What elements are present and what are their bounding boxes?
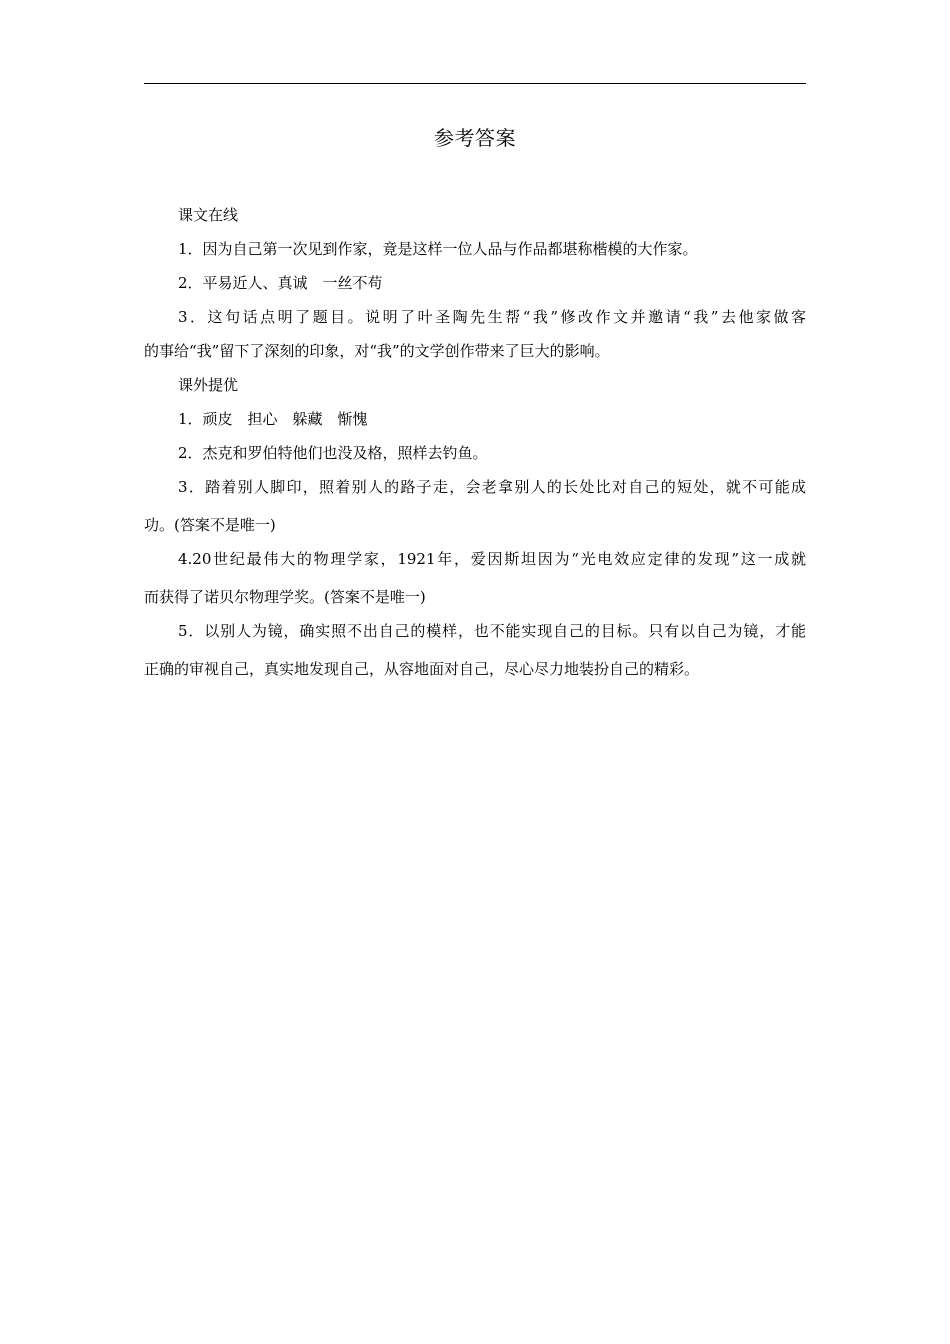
answer-item-3-line-2: 的事给“我”留下了深刻的印象，对“我”的文学创作带来了巨大的影响。 — [144, 342, 610, 360]
answer-item-4-line-1 — [144, 542, 806, 580]
answer-item-5-line-1 — [144, 614, 806, 652]
section-heading-kewai: 课外提优 — [178, 376, 239, 394]
answer-item-5-line-2: 正确的审视自己，真实地发现自己，从容地面对自己，尽心尽力地装扮自己的精彩。 — [144, 660, 700, 678]
answer-body — [144, 198, 806, 686]
header-rule — [144, 83, 806, 84]
answer-item-1-line-1: 1．因为自己第一次见到作家，竟是这样一位人品与作品都堪称楷模的大作家。 — [178, 240, 698, 258]
answer-item-2-line-1: 2．杰克和罗伯特他们也没及格，照样去钓鱼。 — [178, 444, 488, 462]
answer-item-2-line-1: 2．平易近人、真诚 一丝不苟 — [178, 274, 383, 292]
answer-item-4-line-1-text: 4.20世纪最伟大的物理学家，1921年，爱因斯坦因为“光电效应定律的发现”这一成就 — [178, 550, 806, 568]
answer-item-3-line-1 — [144, 300, 806, 334]
answer-item-5-line-1-text: 5．以别人为镜，确实照不出自己的模样，也不能实现自己的目标。只有以自己为镜，才能 — [178, 622, 806, 640]
answer-item-3-line-2: 功。(答案不是唯一) — [144, 516, 276, 534]
answer-item-3-line-1-text: 3．这句话点明了题目。说明了叶圣陶先生帮“我”修改作文并邀请“我”去他家做客 — [178, 308, 806, 326]
answer-item-4-line-2: 而获得了诺贝尔物理学奖。(答案不是唯一) — [144, 588, 426, 606]
answer-item-3-line-1 — [144, 470, 806, 508]
page-title: 参考答案 — [434, 126, 516, 150]
answer-item-3-line-1-text: 3．踏着别人脚印，照着别人的路子走，会老拿别人的长处比对自己的短处，就不可能成 — [178, 478, 806, 496]
answer-item-1-line-1: 1．顽皮 担心 躲藏 惭愧 — [178, 410, 368, 428]
section-heading-kewen: 课文在线 — [178, 206, 239, 224]
